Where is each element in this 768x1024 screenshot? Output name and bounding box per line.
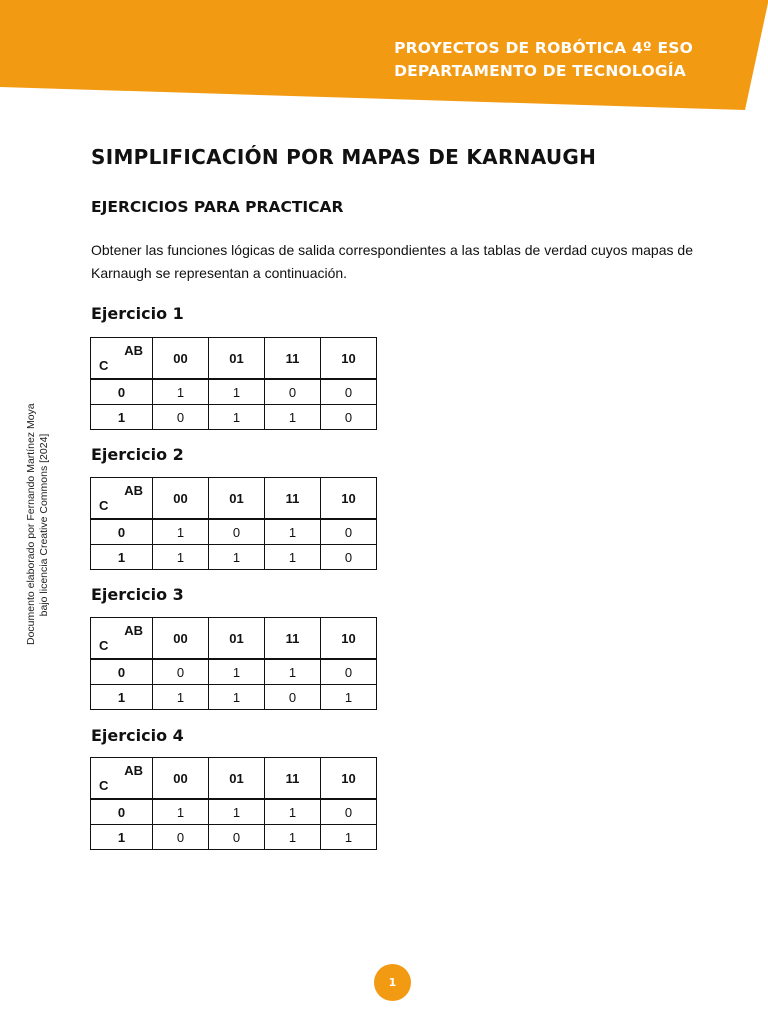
column-header: 11 (265, 618, 321, 660)
kmap-cell: 1 (265, 825, 321, 850)
column-header: 00 (153, 478, 209, 520)
column-header: 11 (265, 758, 321, 800)
c-variable-label: C (99, 358, 109, 373)
c-variable-label: C (99, 638, 109, 653)
column-header: 00 (153, 618, 209, 660)
column-header: 10 (321, 618, 377, 660)
row-header: 0 (91, 659, 153, 685)
kmap-cell: 0 (321, 379, 377, 405)
column-header: 01 (209, 338, 265, 380)
column-header: 11 (265, 478, 321, 520)
column-header: 10 (321, 338, 377, 380)
kmap-corner (91, 618, 153, 660)
kmap-cell: 1 (153, 545, 209, 570)
kmap-cell: 1 (209, 659, 265, 685)
kmap-cell: 1 (209, 545, 265, 570)
kmap-cell: 1 (209, 799, 265, 825)
kmap-cell: 1 (265, 545, 321, 570)
kmap-corner (91, 338, 153, 380)
instructions-paragraph: Obtener las funciones lógicas de salida correspondientes a las tablas de verdad cuyos mapas de Karnaugh se representan a continuación. (91, 242, 693, 281)
kmap-cell: 1 (265, 799, 321, 825)
exercise-3-title: Ejercicio 3 (91, 585, 184, 604)
kmap-cell: 0 (153, 405, 209, 430)
author-credit (25, 405, 51, 645)
kmap-corner (91, 478, 153, 520)
exercise-4-kmap (90, 757, 377, 850)
header-project-line: PROYECTOS DE ROBÓTICA 4º ESO (394, 39, 693, 57)
header-title (394, 37, 693, 83)
license-line: bajo licencia Creative Commons [2024] (38, 433, 50, 617)
kmap-cell: 1 (209, 405, 265, 430)
kmap-cell: 0 (321, 545, 377, 570)
row-header: 1 (91, 405, 153, 430)
column-header: 01 (209, 758, 265, 800)
kmap-cell: 1 (153, 685, 209, 710)
kmap-cell: 0 (209, 825, 265, 850)
row-header: 1 (91, 545, 153, 570)
kmap-cell: 1 (321, 825, 377, 850)
kmap-corner (91, 758, 153, 800)
kmap-cell: 0 (265, 379, 321, 405)
kmap-cell: 0 (321, 659, 377, 685)
ab-variable-label: AB (124, 483, 143, 498)
column-header: 10 (321, 478, 377, 520)
kmap-cell: 1 (321, 685, 377, 710)
column-header: 00 (153, 338, 209, 380)
column-header: 11 (265, 338, 321, 380)
author-credit-line: Documento elaborado por Fernando Martínez Moya (25, 403, 37, 645)
kmap-cell: 0 (153, 825, 209, 850)
column-header: 01 (209, 478, 265, 520)
kmap-cell: 0 (265, 685, 321, 710)
header-department-line: DEPARTAMENTO DE TECNOLOGÍA (394, 62, 686, 80)
ab-variable-label: AB (124, 343, 143, 358)
kmap-cell: 0 (321, 405, 377, 430)
kmap-cell: 1 (265, 519, 321, 545)
row-header: 0 (91, 799, 153, 825)
exercise-2-kmap (90, 477, 377, 570)
kmap-cell: 0 (153, 659, 209, 685)
column-header: 01 (209, 618, 265, 660)
kmap-cell: 0 (209, 519, 265, 545)
kmap-cell: 0 (321, 519, 377, 545)
page-number-badge: 1 (374, 964, 411, 1001)
exercise-1-title: Ejercicio 1 (91, 304, 184, 323)
column-header: 10 (321, 758, 377, 800)
c-variable-label: C (99, 498, 109, 513)
ab-variable-label: AB (124, 623, 143, 638)
kmap-cell: 1 (153, 379, 209, 405)
exercise-2-title: Ejercicio 2 (91, 445, 184, 464)
row-header: 1 (91, 825, 153, 850)
row-header: 0 (91, 379, 153, 405)
page-title: SIMPLIFICACIÓN POR MAPAS DE KARNAUGH (91, 145, 597, 169)
kmap-cell: 1 (209, 379, 265, 405)
kmap-cell: 1 (153, 519, 209, 545)
c-variable-label: C (99, 778, 109, 793)
kmap-cell: 1 (209, 685, 265, 710)
exercise-3-kmap (90, 617, 377, 710)
kmap-cell: 0 (321, 799, 377, 825)
column-header: 00 (153, 758, 209, 800)
row-header: 0 (91, 519, 153, 545)
kmap-cell: 1 (265, 405, 321, 430)
section-subtitle: EJERCICIOS PARA PRACTICAR (91, 198, 344, 216)
exercise-4-title: Ejercicio 4 (91, 726, 184, 745)
kmap-cell: 1 (153, 799, 209, 825)
row-header: 1 (91, 685, 153, 710)
exercise-1-kmap (90, 337, 377, 430)
ab-variable-label: AB (124, 763, 143, 778)
kmap-cell: 1 (265, 659, 321, 685)
